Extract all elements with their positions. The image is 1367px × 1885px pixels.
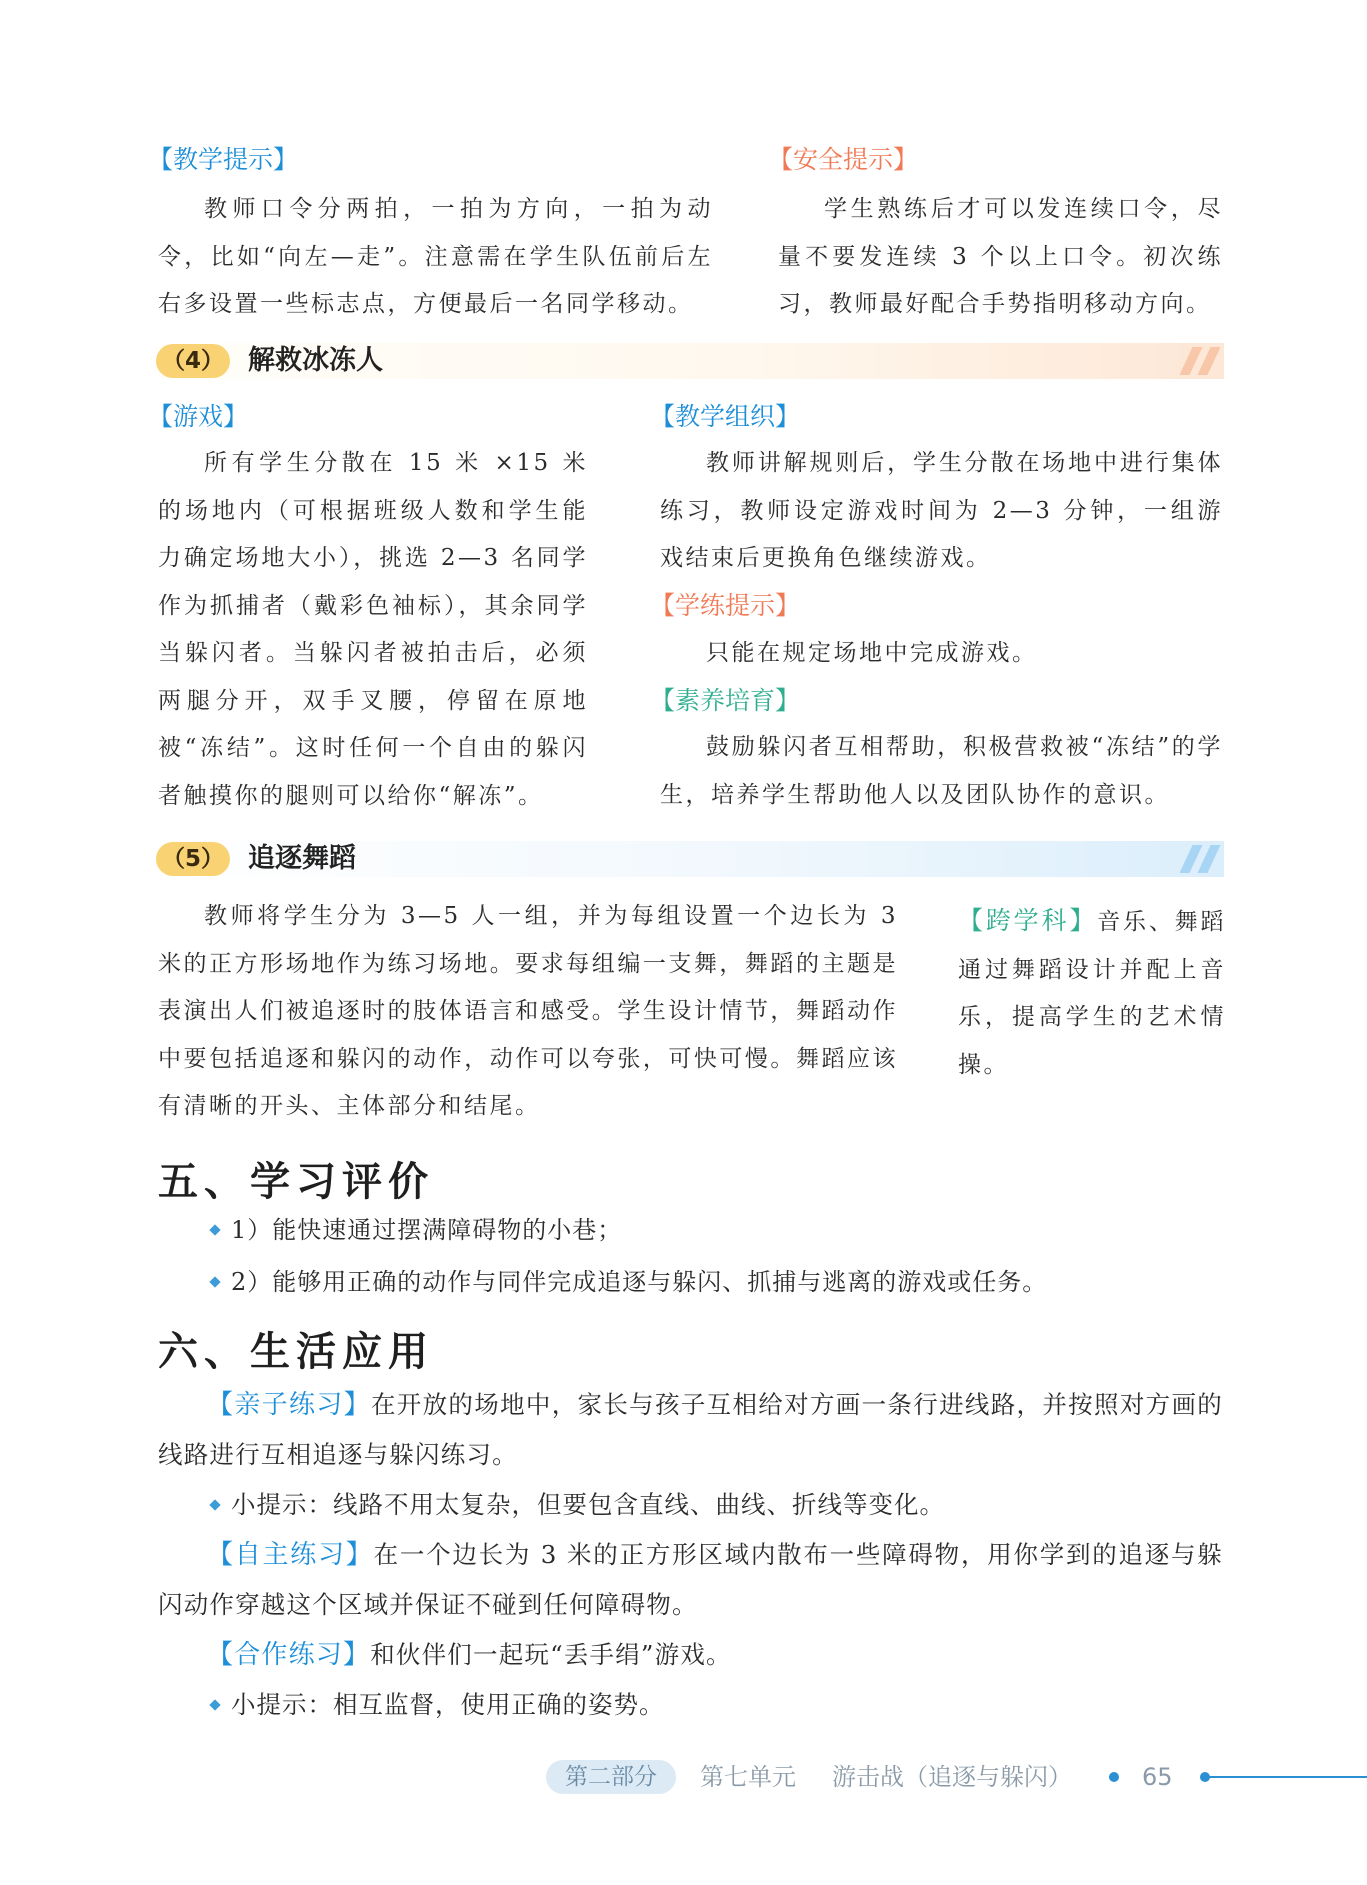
parent-practice [158, 1380, 1223, 1480]
game-label: 【游戏】 [148, 402, 249, 431]
safety-tips-text: 学生熟练后才可以发连续口令，尽量不要发连续 3 个以上口令。初次练习，教师最好配合手势指明移动方向。 [778, 196, 1223, 317]
cross-subject-note [958, 899, 1226, 1089]
footer-chapter: 游击战（追逐与躲闪） [832, 1763, 1072, 1791]
decor-stripe [1197, 347, 1220, 375]
life-heading: 六、生活应用 [158, 1328, 434, 1375]
parent-practice-text: 在开放的场地中，家长与孩子互相给对方画一条行进线路，并按照对方画的线路进行互相追逐与躲闪练习。 [158, 1390, 1223, 1469]
organization-label: 【教学组织】 [650, 402, 801, 431]
section-4-number: （4） [156, 344, 230, 378]
page-number: 65 [1142, 1763, 1173, 1791]
section-5-text: 教师将学生分为 3—5 人一组，并为每组设置一个边长为 3 米的正方形场地作为练习场地。要求每组编一支舞，舞蹈的主题是表演出人们被追逐时的肢体语言和感受。学生设计情节，舞蹈动作中要包括追逐和躲闪的动作，动作可以夸张，可快可慢。舞蹈应该有清晰的开头、主体部分和结尾。 [158, 903, 898, 1119]
organization-text: 教师讲解规则后，学生分散在场地中进行集体练习，教师设定游戏时间为 2—3 分钟，一组游戏结束后更换角色继续游戏。 [660, 450, 1223, 571]
cross-subject-text: 音乐、舞蹈通过舞蹈设计并配上音乐，提高学生的艺术情操。 [958, 909, 1226, 1078]
footer-part: 第二部分 [546, 1760, 676, 1794]
self-practice-label: 【自主练习】 [207, 1540, 374, 1570]
decor-stripe [1197, 845, 1220, 873]
section-4-header [156, 343, 1224, 379]
footer-dot-icon [1109, 1772, 1119, 1782]
safety-tips-label: 【安全提示】 [768, 145, 919, 174]
section-4-title: 解救冰冻人 [248, 345, 383, 376]
coop-practice-label: 【合作练习】 [207, 1640, 371, 1670]
diamond-bullet-icon [209, 1699, 220, 1710]
coop-practice [158, 1630, 1223, 1680]
tip-line-2: 小提示：相互监督，使用正确的姿势。 [205, 1680, 665, 1730]
footer-unit: 第七单元 [700, 1763, 796, 1791]
section-5-number: （5） [156, 842, 230, 876]
diamond-bullet-icon [209, 1224, 220, 1235]
practice-tips-label: 【学练提示】 [650, 591, 801, 620]
practice-tips-text: 只能在规定场地中完成游戏。 [706, 640, 1038, 666]
evaluation-item: 1）能快速通过摆满障碍物的小巷； [205, 1205, 622, 1255]
game-text: 所有学生分散在 15 米 ×15 米的场地内（可根据班级人数和学生能力确定场地大小），挑选 2—3 名同学作为抓捕者（戴彩色袖标），其余同学当躲闪者。当躲闪者被拍击后，必须两腿分开，双手叉腰，停留在原地被“冻结”。这时任何一个自由的躲闪者触摸你的腿则可以给你“解冻”。 [158, 450, 588, 809]
section-5-title: 追逐舞蹈 [248, 843, 356, 874]
cross-subject-label: 【跨学科】 [958, 906, 1098, 935]
diamond-bullet-icon [209, 1499, 220, 1510]
evaluation-heading: 五、学习评价 [158, 1158, 434, 1205]
section-5-header [156, 841, 1224, 877]
literacy-label: 【素养培育】 [650, 686, 801, 715]
tip-line-1: 小提示：线路不用太复杂，但要包含直线、曲线、折线等变化。 [205, 1480, 945, 1530]
teaching-tips-text: 教师口令分两拍，一拍为方向，一拍为动令，比如“向左—走”。注意需在学生队伍前后左右多设置一些标志点，方便最后一名同学移动。 [158, 196, 713, 317]
diamond-bullet-icon [209, 1276, 220, 1287]
literacy-text: 鼓励躲闪者互相帮助，积极营救被“冻结”的学生，培养学生帮助他人以及团队协作的意识。 [660, 734, 1223, 808]
evaluation-item: 2）能够用正确的动作与同伴完成追逐与躲闪、抓捕与逃离的游戏或任务。 [205, 1257, 1047, 1307]
self-practice [158, 1530, 1223, 1630]
parent-practice-label: 【亲子练习】 [207, 1390, 371, 1420]
coop-practice-text: 和伙伴们一起玩“丢手绢”游戏。 [370, 1640, 732, 1669]
self-practice-text: 在一个边长为 3 米的正方形区域内散布一些障碍物，用你学到的追逐与躲闪动作穿越这个区域并保证不碰到任何障碍物。 [158, 1540, 1223, 1619]
teaching-tips-label: 【教学提示】 [148, 145, 299, 174]
footer-rule [1206, 1776, 1367, 1778]
